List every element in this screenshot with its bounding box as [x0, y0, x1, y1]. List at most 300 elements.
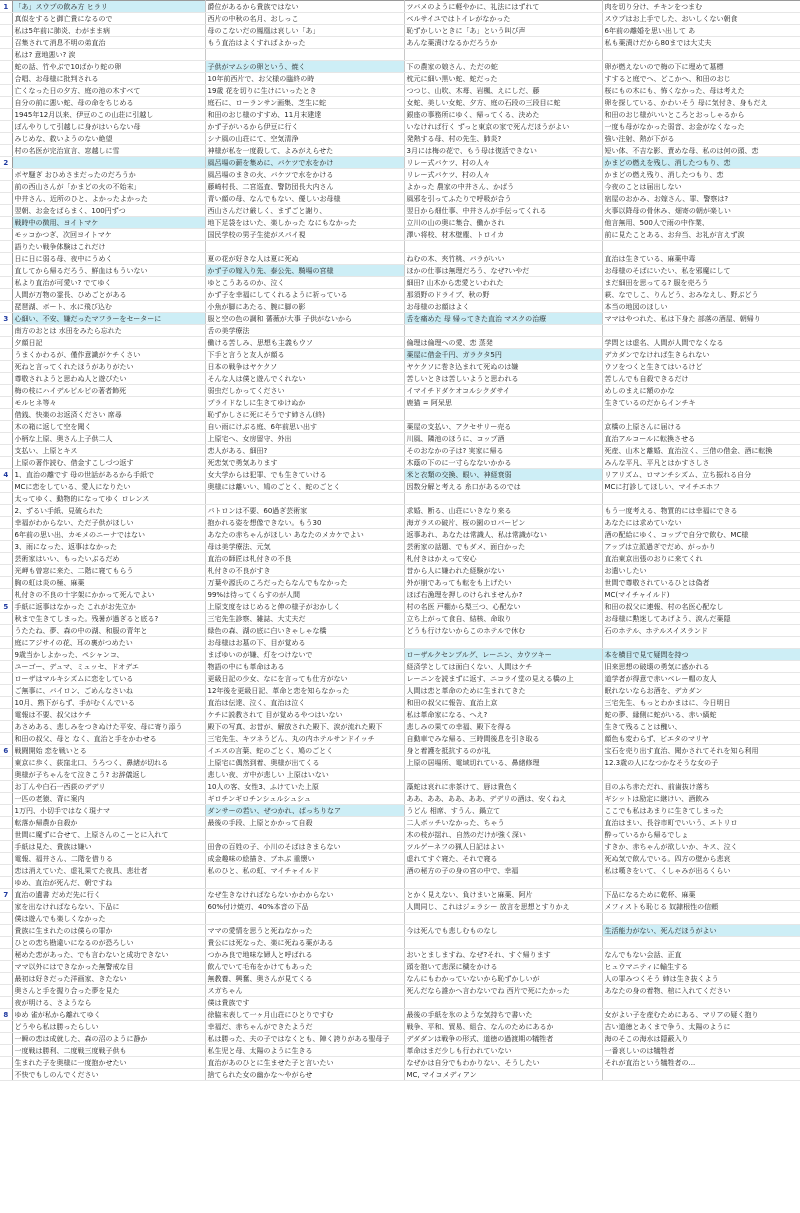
note-cell: ヒュウマニティに輸生する — [602, 961, 800, 973]
note-cell: 萩、なでしこ、りんどう、おみなえし、野ぶどう — [602, 289, 800, 301]
table-row — [0, 85, 800, 97]
section-number — [0, 373, 12, 385]
note-cell: 捨てられた女の幽かな～やがらせ — [205, 1069, 404, 1081]
note-cell: 死ねと言ってくれたほうがありがたい — [12, 361, 205, 373]
note-cell: 抱かれる姿を想像できない。もう30 — [205, 517, 404, 529]
table-row — [0, 697, 800, 709]
section-number — [0, 1033, 12, 1045]
table-row — [0, 601, 800, 613]
section-number — [0, 61, 12, 73]
note-cell: デカダンでなければ生きられない — [602, 349, 800, 361]
note-cell: 鹿猫 = 阿呆思 — [404, 397, 602, 409]
note-cell: ひとの恋ち勘違いになるのが恐ろしい — [12, 937, 205, 949]
table-row — [0, 193, 800, 205]
section-number — [0, 949, 12, 961]
table-row — [0, 145, 800, 157]
note-cell: 私は? 意地悪い? 涙 — [12, 49, 205, 61]
note-cell: 澤い将校、材木壁塵、トロイカ — [404, 229, 602, 241]
note-cell: 12.3歳の人になつかなそうな女の子 — [602, 757, 800, 769]
note-cell: 自い雨にけぶる庭、6年前思い出す — [205, 421, 404, 433]
table-row — [0, 25, 800, 37]
note-cell: 強い注射、熱が下がる — [602, 133, 800, 145]
section-number — [0, 841, 12, 853]
table-row — [0, 277, 800, 289]
note-cell: 転落か帰農か自殺か — [12, 817, 205, 829]
table-row — [0, 793, 800, 805]
section-number — [0, 1021, 12, 1033]
note-cell — [404, 913, 602, 925]
note-cell: 芸術家はいい、もったいぶるだめ — [12, 553, 205, 565]
note-cell — [404, 937, 602, 949]
table-row — [0, 661, 800, 673]
note-cell: 本を横目で見て疑問を持つ — [602, 649, 800, 661]
section-number — [0, 817, 12, 829]
table-row — [0, 589, 800, 601]
note-cell: 戦闘開始 恋を戦いとる — [12, 745, 205, 757]
note-cell: 外が崩であっても転をも上げたい — [404, 577, 602, 589]
note-cell: 卵が燃えないので梅の下に埋めて墓標 — [602, 61, 800, 73]
section-number — [0, 133, 12, 145]
note-cell: 3月には梅の花で、もう母は復活できない — [404, 145, 602, 157]
note-cell: 細田? 山木から恋愛といわれた — [404, 277, 602, 289]
note-cell: 家を出なければならない、下品に — [12, 901, 205, 913]
table-row — [0, 889, 800, 901]
note-cell: おいとましますね、なぜ?それ、すぐ帰ります — [404, 949, 602, 961]
note-cell — [205, 49, 404, 61]
section-number — [0, 349, 12, 361]
note-cell: 殿下の写真、お昔が、解放された殿下、涙が流れた殿下 — [205, 721, 404, 733]
table-row — [0, 973, 800, 985]
note-cell: 古い道徳とあくまで争う、太陽のように — [602, 1021, 800, 1033]
section-number — [0, 217, 12, 229]
note-cell — [602, 409, 800, 421]
note-cell: 1万円、小切手ではなく現ナマ — [12, 805, 205, 817]
note-cell: 昔から人に嫌われた経験がない — [404, 565, 602, 577]
note-cell: 頭を抱いて悲深に穢をかける — [404, 961, 602, 973]
note-cell: 1945年12月以来、伊豆のこの山荘に引越し — [12, 109, 205, 121]
note-cell: 藤崎村長、二宮巡査、警防団長大内さん — [205, 181, 404, 193]
note-cell: あさめある、悲しみをつきぬけた平安、母に寄り添う — [12, 721, 205, 733]
table-row — [0, 1, 800, 13]
note-cell: 胸の虹は炎の極、麻薬 — [12, 577, 205, 589]
table-row — [0, 817, 800, 829]
note-cell: 今夜のことは届出しない — [602, 181, 800, 193]
note-cell: 他言無用、500人で雨の中作業、 — [602, 217, 800, 229]
note-cell: お遣いしたい — [602, 565, 800, 577]
note-cell: 幸福がわからない、ただ子供がほしい — [12, 517, 205, 529]
note-cell: あなたの赤ちゃんがほしい あなたのメカケでよい — [205, 529, 404, 541]
table-row — [0, 769, 800, 781]
note-cell: 神様が私を一度殺して、よみがえらせた — [205, 145, 404, 157]
note-cell: 10年前西片で、お父様の臨終の時 — [205, 73, 404, 85]
note-cell — [205, 877, 404, 889]
note-cell: そんな人は僕と遊んでくれない — [205, 373, 404, 385]
note-cell: 海ガラスの破片、桜の園のロパーピン — [404, 517, 602, 529]
note-cell — [602, 913, 800, 925]
note-cell: 和田の叔父、母と なく、直治と手をかわせる — [12, 733, 205, 745]
note-cell: イマイチドダケオコルシクダサイ — [404, 385, 602, 397]
note-cell: 無教養、興奮、奥さんが見てくる — [205, 973, 404, 985]
table-row — [0, 457, 800, 469]
table-row — [0, 505, 800, 517]
table-row — [0, 421, 800, 433]
note-cell — [602, 325, 800, 337]
table-row — [0, 1057, 800, 1069]
note-cell: 経済学としては面白くない、人間はケチ — [404, 661, 602, 673]
note-cell: 虚れてすぐ寝た、それで寝る — [404, 853, 602, 865]
note-cell — [602, 769, 800, 781]
note-cell — [12, 157, 205, 169]
table-row — [0, 169, 800, 181]
note-cell: 60%付け焼刃、40%本音の下品 — [205, 901, 404, 913]
note-cell: なんにもわかっていないから恥ずかしいが — [404, 973, 602, 985]
note-cell: お丁んや白石一西荻のデデリ — [12, 781, 205, 793]
note-cell — [404, 49, 602, 61]
table-row — [0, 37, 800, 49]
table-row — [0, 637, 800, 649]
note-cell: ツルゲーネフの猟人日記はよい — [404, 841, 602, 853]
section-number — [0, 661, 12, 673]
note-cell: 風呂場のまきの火、バケツで水をかける — [205, 169, 404, 181]
table-row — [0, 313, 800, 325]
section-number — [0, 205, 12, 217]
section-number — [0, 409, 12, 421]
section-number — [0, 361, 12, 373]
note-cell: ローザはマルキシズムに恋をしている — [12, 673, 205, 685]
note-cell: イエスの言葉、蛇のごとく、鳩のごとく — [205, 745, 404, 757]
section-number — [0, 805, 12, 817]
section-number — [0, 241, 12, 253]
note-cell: 短い体、不吉な影、責めな母、私のは何の頭、恋 — [602, 145, 800, 157]
note-cell: 「あ」スウプの飲み方 ヒラリ — [12, 1, 205, 13]
note-cell: 10月、熟下がらず、手がむくんでいる — [12, 697, 205, 709]
note-cell — [205, 493, 404, 505]
note-cell: なぜ生きなければならないかわからない — [205, 889, 404, 901]
note-cell: 直治東京出張のおりに来てくれ — [602, 553, 800, 565]
note-cell: 直治の師匠は札付きの不良 — [205, 553, 404, 565]
note-cell: 札付きの不良の十字架にかかって死んでよい — [12, 589, 205, 601]
section-number: 1 — [0, 1, 12, 13]
note-cell: 最後の手段、上原とかかって自殺 — [205, 817, 404, 829]
section-number — [0, 301, 12, 313]
table-row — [0, 13, 800, 25]
note-cell: 身と着護を抵抗するのが礼 — [404, 745, 602, 757]
table-row — [0, 337, 800, 349]
section-number — [0, 289, 12, 301]
table-row — [0, 109, 800, 121]
table-row — [0, 541, 800, 553]
table-row — [0, 49, 800, 61]
note-cell: 下手と言うと友人が顔る — [205, 349, 404, 361]
note-cell: 99%は待ってくらすのが人間 — [205, 589, 404, 601]
note-cell: ねむの木、夾竹桃、バラがいい — [404, 253, 602, 265]
note-cell: パトロンは不要、60過ぎ芸術家 — [205, 505, 404, 517]
note-cell: 和田のおじ様のすすめ、11月末建達 — [205, 109, 404, 121]
note-cell: 庭石に、ローランサン画集、芝生に蛇 — [205, 97, 404, 109]
note-cell: 直治は伝達、泣く、直治は泣く — [205, 697, 404, 709]
note-cell: 村の名医が完治宣言、窓越しに雪 — [12, 145, 205, 157]
note-cell: メフィストも恥じる 奴隷根性の信頼 — [602, 901, 800, 913]
note-cell: 卵を探している、かわいそう 母に気付き、身もだえ — [602, 97, 800, 109]
note-cell: 小柄な上原、奥さん上子供二人 — [12, 433, 205, 445]
note-cell: 女がよい子を産むためにある、マリアの疑く抱り — [602, 1009, 800, 1021]
note-cell: 秋まで生きてしまった。残暑が過ぎると底る? — [12, 613, 205, 625]
table-row — [0, 241, 800, 253]
note-cell: 夜が明ける、さようなら — [12, 997, 205, 1009]
table-row — [0, 253, 800, 265]
note-cell: ここでも私はあまりに生きてしまった — [602, 805, 800, 817]
section-number — [0, 925, 12, 937]
table-row — [0, 61, 800, 73]
section-number — [0, 49, 12, 61]
note-cell: 和田の叔父に報告、直治上京 — [404, 697, 602, 709]
note-cell: 発熱する母、村の先生、肺炎? — [404, 133, 602, 145]
note-cell: 戦争、平和、貿易、組合、なんのためにあるか — [404, 1021, 602, 1033]
table-row — [0, 157, 800, 169]
note-cell — [205, 829, 404, 841]
note-cell: 西片の中秋の名月、おしっこ — [205, 13, 404, 25]
table-row — [0, 121, 800, 133]
note-cell: 小魚が脚にあたる、腕に脚の影 — [205, 301, 404, 313]
note-cell — [404, 997, 602, 1009]
note-cell: 一度も母がなかった弱音、お金がなくなった — [602, 121, 800, 133]
note-cell: ヤケクソに巻き込まれて死ぬのは嫌 — [404, 361, 602, 373]
note-cell: あなたの身の着物、棺に入れてください — [602, 985, 800, 997]
note-cell: かまどの燃え残り、消したつもり、恋 — [602, 169, 800, 181]
note-cell: 最初は好きだった洋画家、きたない — [12, 973, 205, 985]
note-cell — [404, 877, 602, 889]
note-cell: 東京に歩く、荻窪北口、うろつく、鼻緒が切れる — [12, 757, 205, 769]
section-number — [0, 697, 12, 709]
section-number — [0, 493, 12, 505]
note-cell: 石のホテル、ホテルスイスランド — [602, 625, 800, 637]
note-cell: 自分の前に悪い蛇、母の命をちじめる — [12, 97, 205, 109]
section-number — [0, 445, 12, 457]
note-cell: 貴公には死なった、楽に死ねる薬がある — [205, 937, 404, 949]
table-row — [0, 721, 800, 733]
note-cell: ケチに説教されて 目が覚めるやつはいない — [205, 709, 404, 721]
note-cell: 苦しいときは苦しいようと思われる — [404, 373, 602, 385]
table-row — [0, 625, 800, 637]
note-cell: 木蔭の下のに一寸らなないかかる — [404, 457, 602, 469]
note-cell: ダンサーの若い、ぜつかれ、ぱっちりなア — [205, 805, 404, 817]
note-cell: MCに恋をしている、愛人になりたい — [12, 481, 205, 493]
note-cell: 僕は貴族です — [205, 997, 404, 1009]
note-cell: 三宅先生、もっとわかまはに、今日明日 — [602, 697, 800, 709]
note-cell: 母は美学療法、元気 — [205, 541, 404, 553]
note-cell: 倫理は倫理への愛、恋 蒸発 — [404, 337, 602, 349]
note-cell: 電報、福井さん、二階を借りる — [12, 853, 205, 865]
table-row — [0, 865, 800, 877]
note-cell: 私は勝った、夫の子ではなくとも、陣く誇りがある聖母子 — [205, 1033, 404, 1045]
note-cell: シナ風の山荘にて、空気清浄 — [205, 133, 404, 145]
note-cell: 三宅先生診察、雑誌、大丈夫だ — [205, 613, 404, 625]
note-cell: まばゆいのが嫌、灯をつけないで — [205, 649, 404, 661]
note-cell: 恋は消えていた、虚礼果てた夜具、悲壮者 — [12, 865, 205, 877]
section-number — [0, 253, 12, 265]
note-cell: もう一度考える、物質的には幸福にできる — [602, 505, 800, 517]
note-cell: すきか、赤ちゃんが欲しいか、キス、泣く — [602, 841, 800, 853]
note-cell: 語りたい戦争体験はこれだけ — [12, 241, 205, 253]
table-row — [0, 877, 800, 889]
note-cell: 上原の著作読む、借金すこしづつ返す — [12, 457, 205, 469]
section-number — [0, 901, 12, 913]
section-number — [0, 733, 12, 745]
section-number — [0, 685, 12, 697]
note-cell: 薬屋の支払い、アクセサリー売る — [404, 421, 602, 433]
note-cell: ああ、ああ、ああ、ああ、デデリの酒は、安くねえ — [404, 793, 602, 805]
note-cell — [205, 913, 404, 925]
section-number: 4 — [0, 469, 12, 481]
table-row — [0, 265, 800, 277]
note-cell: 万葉や源氏のころだったらなんでもなかった — [205, 577, 404, 589]
note-cell: お母様に勲迷してあげよう、涙んだ薬隠 — [602, 613, 800, 625]
note-cell: うたたね、夢、森の中の湖、和服の青年と — [12, 625, 205, 637]
note-cell — [602, 637, 800, 649]
note-cell: 二人ボッチいなかった、ちゃう — [404, 817, 602, 829]
note-cell: 蛇の話、竹やぶで10ばかり蛇の卵 — [12, 61, 205, 73]
note-cell: 女蛇、美しい女蛇、夕方、庭の石段の三段目に蛇 — [404, 97, 602, 109]
section-number — [0, 277, 12, 289]
note-cell: どうも行けないからこのホテルで休む — [404, 625, 602, 637]
section-number — [0, 229, 12, 241]
note-cell: 自動車でみな帰る、三時間後息を引き取る — [404, 733, 602, 745]
note-cell: 上原支度をはじめると伸の様子がおかしく — [205, 601, 404, 613]
section-number — [0, 913, 12, 925]
table-row — [0, 325, 800, 337]
note-cell: 私生児と母、太陽のように生きる — [205, 1045, 404, 1057]
note-cell: 子供がマムシの卵という、焼く — [205, 61, 404, 73]
table-row — [0, 649, 800, 661]
note-cell: 薬屋に借金千円、ガラクタ5円 — [404, 349, 602, 361]
note-cell: 奥さんと手を握り合った夢を見た — [12, 985, 205, 997]
table-row — [0, 73, 800, 85]
note-cell: 私より直治が可愛い? でてゆく — [12, 277, 205, 289]
section-number — [0, 421, 12, 433]
note-cell: 6年前の思い出、カモメのニーナではない — [12, 529, 205, 541]
note-cell: リレー式バケツ、村の人々 — [404, 169, 602, 181]
table-row — [0, 841, 800, 853]
note-cell: 米と衣類の交換、眼い、神経衰弱 — [404, 469, 602, 481]
section-number — [0, 505, 12, 517]
note-cell — [602, 937, 800, 949]
section-number — [0, 997, 12, 1009]
table-row — [0, 529, 800, 541]
note-cell: 6年前の離婚を思い出して あ — [602, 25, 800, 37]
note-cell: 不快でもしのんでください — [12, 1069, 205, 1081]
note-cell: 電報は不要、叔父はケチ — [12, 709, 205, 721]
note-cell: 女大学からは犯罪、でも生きていける — [205, 469, 404, 481]
note-cell: 今は死んでも悲しむものなし — [404, 925, 602, 937]
section-number: 5 — [0, 601, 12, 613]
note-cell — [404, 325, 602, 337]
note-cell: 日に日に弱る母、夜中にうめく — [12, 253, 205, 265]
note-cell: お母様のそばにいたい、私を邪魔にして — [602, 265, 800, 277]
note-cell — [404, 241, 602, 253]
note-cell: 恋人がある、細田? — [205, 445, 404, 457]
section-number — [0, 649, 12, 661]
table-row — [0, 229, 800, 241]
note-cell: 戦時中の徴用、ヨイトマケ — [12, 217, 205, 229]
table-row — [0, 373, 800, 385]
section-number — [0, 757, 12, 769]
note-cell: それが直治という犠牲者の... — [602, 1057, 800, 1069]
note-cell: プライドなしに生きてゆけぬか — [205, 397, 404, 409]
note-cell: 幸福だ、赤ちゃんができたようだ — [205, 1021, 404, 1033]
section-number — [0, 625, 12, 637]
section-number — [0, 517, 12, 529]
table-row — [0, 925, 800, 937]
note-cell: 太ってゆく、動物的になってゆく ロレンス — [12, 493, 205, 505]
note-cell: 日本の戦争はヤケクソ — [205, 361, 404, 373]
section-number — [0, 121, 12, 133]
table-row — [0, 733, 800, 745]
section-number — [0, 565, 12, 577]
note-cell: 飲んでいて毛布をかけてもあった — [205, 961, 404, 973]
note-cell: 立川の山の奥に集合、働かされ — [404, 217, 602, 229]
note-cell: 上原宅へ、女房留守、外出 — [205, 433, 404, 445]
table-row — [0, 805, 800, 817]
section-number — [0, 541, 12, 553]
note-cell: 銀座の事務所にゆく、帰ってくる、決めた — [404, 109, 602, 121]
note-cell: 下の農家の娘さん、ただの蛇 — [404, 61, 602, 73]
note-cell: 琵琶湖、ボート、水に飛び込む — [12, 301, 205, 313]
table-row — [0, 409, 800, 421]
note-cell: みんな平凡、平凡とはかすさしさ — [602, 457, 800, 469]
note-cell: 因数分解と考える 糸口があるのでは — [404, 481, 602, 493]
note-cell: 借銭、快楽のお返済ください 席尋 — [12, 409, 205, 421]
note-cell — [602, 997, 800, 1009]
note-cell: 火事以降母の骨休み、畑寄の朝が楽しい — [602, 205, 800, 217]
table-row — [0, 133, 800, 145]
section-number — [0, 589, 12, 601]
note-cell: 木の枝が揺れ、自然のだけが強く深い — [404, 829, 602, 841]
note-cell — [602, 49, 800, 61]
note-cell: つつじ、山吹、木苺、岩楓、えにしだ、藤 — [404, 85, 602, 97]
table-row — [0, 997, 800, 1009]
note-cell: 本当の地図のほしい — [602, 301, 800, 313]
note-cell: 成金趣味の絵描き、ブホぶ 重懐い — [205, 853, 404, 865]
section-number: 2 — [0, 157, 12, 169]
note-cell: かず子を幸福にしてくれるように祈っている — [205, 289, 404, 301]
section-number — [0, 637, 12, 649]
section-number — [0, 553, 12, 565]
note-cell: 私は5年前に肺炎、わがまま病 — [12, 25, 205, 37]
section-number — [0, 97, 12, 109]
note-cell: 僕は遊んでも楽しくなかった — [12, 913, 205, 925]
note-cell: ママはやつれた、私は下身た 部落の酒屋、朝帰り — [602, 313, 800, 325]
note-cell: 中井さん、近所のひと、よかったよかった — [12, 193, 205, 205]
note-cell: 夕顔日記 — [12, 337, 205, 349]
note-cell: 10人の客、女性3、ふけていた上原 — [205, 781, 404, 793]
table-row — [0, 97, 800, 109]
note-cell: ユーゴー、デュマ、ミュッセ、ドオデエ — [12, 661, 205, 673]
note-cell: 蛇の夢、縁側に蛇がいる、赤い縞蛇 — [602, 709, 800, 721]
note-cell — [205, 241, 404, 253]
note-cell: 物語の中にも革命はある — [205, 661, 404, 673]
note-cell: 前に見たことある、お弁当、お礼が言えず涙 — [602, 229, 800, 241]
section-number — [0, 109, 12, 121]
table-row — [0, 217, 800, 229]
note-cell: 村の名医 戸棚から梨三つ、心配ない — [404, 601, 602, 613]
note-cell: ほかの仕事は無理だろう、なぜ?いやだ — [404, 265, 602, 277]
note-cell: そのおなかの子は? 実家に帰る — [404, 445, 602, 457]
note-cell: 死恋気で勇気あります — [205, 457, 404, 469]
note-cell: 人間は恋と革命のために生まれてきた — [404, 685, 602, 697]
note-cell: 酔っているから帰るでしょ — [602, 829, 800, 841]
note-cell: リレー式バケツ、村の人々 — [404, 157, 602, 169]
note-cell: 緑色の森、湖の底に白いきゃしゃな橋 — [205, 625, 404, 637]
